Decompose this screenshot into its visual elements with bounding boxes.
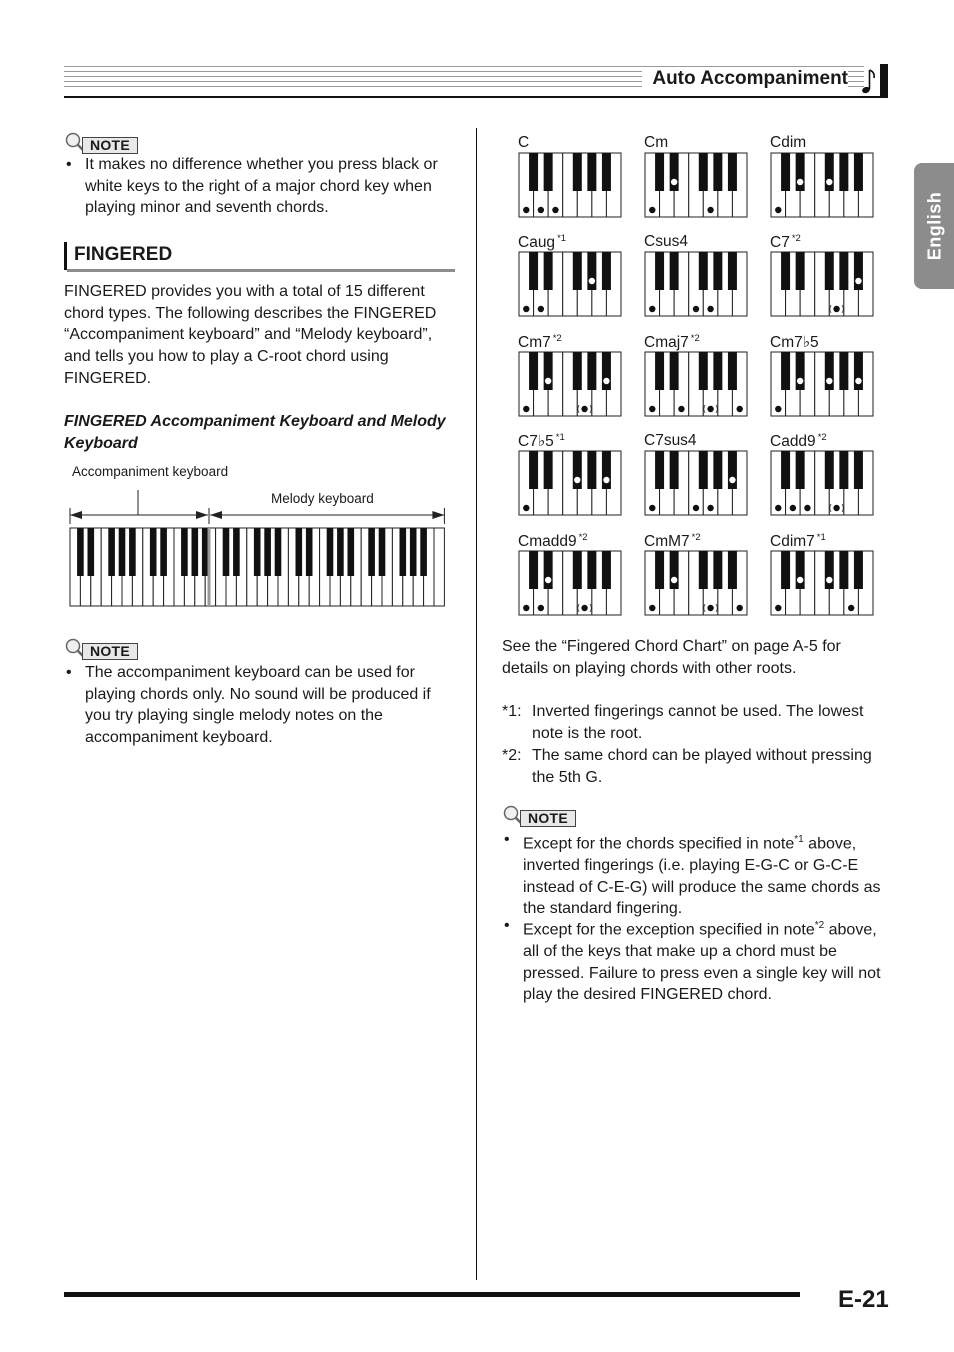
black-key (573, 352, 582, 390)
melody-keyboard-label: Melody keyboard (271, 491, 374, 506)
black-key (544, 551, 553, 589)
chord-name: Csus4 (644, 233, 688, 250)
pressed-key-dot (790, 505, 796, 511)
black-key (854, 451, 863, 489)
black-key (796, 551, 805, 589)
black-key (529, 451, 538, 489)
note-badge: NOTE (64, 131, 140, 155)
pressed-key-dot (855, 278, 861, 284)
pressed-key-dot (826, 378, 832, 384)
black-key (264, 528, 271, 576)
black-key (306, 528, 313, 576)
black-key (655, 352, 664, 390)
chord-keyboard (518, 550, 622, 616)
optional-key-dot (833, 306, 839, 312)
black-key (587, 153, 596, 191)
black-key (670, 451, 679, 489)
pressed-key-dot (523, 306, 529, 312)
pressed-key-dot (775, 505, 781, 511)
black-key (573, 451, 582, 489)
chord-keyboard (518, 152, 622, 218)
optional-key-dot (581, 406, 587, 412)
chord-keyboard (770, 450, 874, 516)
black-key (728, 451, 737, 489)
black-key (728, 252, 737, 290)
black-key (275, 528, 282, 576)
chord-name: C7♭5 $^{*1}$ (518, 432, 565, 450)
black-key (573, 551, 582, 589)
optional-key-dot (833, 505, 839, 511)
pressed-key-dot (649, 306, 655, 312)
black-key (728, 352, 737, 390)
pressed-key-dot (797, 179, 803, 185)
pressed-key-dot (538, 306, 544, 312)
black-key (839, 451, 848, 489)
black-key (781, 153, 790, 191)
pressed-key-dot (538, 605, 544, 611)
black-key (160, 528, 167, 576)
column-divider (476, 128, 477, 1280)
pressed-key-dot (603, 477, 609, 483)
chord-keyboard (770, 351, 874, 417)
pressed-key-dot (523, 505, 529, 511)
chord-keyboard (644, 251, 748, 317)
black-key (602, 153, 611, 191)
black-key (825, 252, 834, 290)
black-key (781, 451, 790, 489)
black-key (713, 451, 722, 489)
black-key (854, 551, 863, 589)
chord-name: Cadd9 $^{*2}$ (770, 432, 827, 450)
black-key (544, 153, 553, 191)
black-key (544, 252, 553, 290)
black-key (368, 528, 375, 576)
black-key (670, 153, 679, 191)
chord-name: Cm7 $^{*2}$ (518, 333, 562, 351)
pressed-key-dot (848, 605, 854, 611)
black-key (587, 551, 596, 589)
note-bullet: • The accompaniment keyboard can be used for playing chords only. No sound will be produced if you try playing single melody notes on the accompaniment keyboard. (66, 664, 431, 747)
black-key (587, 252, 596, 290)
pressed-key-dot (737, 605, 743, 611)
black-key (713, 352, 722, 390)
optional-key-dot (707, 406, 713, 412)
pressed-key-dot (649, 605, 655, 611)
pressed-key-dot (545, 577, 551, 583)
black-key (296, 528, 303, 576)
header-title: Auto Accompaniment (642, 68, 848, 90)
black-key (655, 451, 664, 489)
black-key (728, 153, 737, 191)
pressed-key-dot (826, 179, 832, 185)
black-key (839, 252, 848, 290)
footnote-2: *2: The same chord can be played without pressing the 5th G. (502, 747, 872, 786)
black-key (854, 252, 863, 290)
black-key (796, 153, 805, 191)
chord-keyboard (518, 351, 622, 417)
black-key (825, 551, 834, 589)
black-key (587, 451, 596, 489)
black-key (529, 252, 538, 290)
black-key (544, 451, 553, 489)
black-key (150, 528, 157, 576)
black-key (825, 352, 834, 390)
black-key (796, 252, 805, 290)
pressed-key-dot (523, 605, 529, 611)
note-badge: NOTE (64, 637, 140, 661)
black-key (699, 352, 708, 390)
chord-keyboard (644, 550, 748, 616)
black-key (713, 153, 722, 191)
chord-name: Cmadd9 $^{*2}$ (518, 532, 588, 550)
black-key (108, 528, 115, 576)
chord-name: CmM7 $^{*2}$ (644, 532, 701, 550)
intro-paragraph: FINGERED provides you with a total of 15 different chord types. The following describes the FINGERED “Accompaniment keyboard” and “Melody keyboard”, and tells you how to play a C-root chord using FINGERED. (64, 283, 437, 387)
black-key (655, 551, 664, 589)
black-key (854, 352, 863, 390)
pressed-key-dot (649, 207, 655, 213)
black-key (529, 153, 538, 191)
language-tab (914, 163, 954, 289)
black-key (88, 528, 95, 576)
black-key (77, 528, 84, 576)
chord-name: Cm (644, 134, 669, 151)
black-key (192, 528, 199, 576)
pressed-key-dot (589, 278, 595, 284)
pressed-key-dot (707, 207, 713, 213)
chord-name: Cm7♭5 (770, 334, 819, 351)
optional-key-dot (707, 605, 713, 611)
note-bullet: • Except for the exception specified in note$^{*2}$ above, all of the keys that make up a chord must be pressed. Failure to press even a single key will not play the desired FINGERED chord. (504, 917, 881, 1004)
chord-keyboard (770, 251, 874, 317)
note-bullet: • It makes no difference whether you press black or white keys to the right of a major chord key when playing minor and seventh chords. (66, 156, 438, 217)
pressed-key-dot (826, 577, 832, 583)
black-key (223, 528, 230, 576)
chord-keyboard (770, 152, 874, 218)
black-key (839, 153, 848, 191)
footnote-1: *1: Inverted fingerings cannot be used. The lowest note is the root. (502, 703, 864, 742)
chord-keyboard (644, 351, 748, 417)
black-key (129, 528, 136, 576)
chord-name: C7 $^{*2}$ (770, 233, 801, 251)
black-key (602, 451, 611, 489)
chord-name: Caug $^{*1}$ (518, 233, 567, 251)
pressed-key-dot (855, 378, 861, 384)
accomp-keyboard-label: Accompaniment keyboard (72, 464, 229, 479)
black-key (655, 153, 664, 191)
black-key (713, 551, 722, 589)
black-key (699, 252, 708, 290)
black-key (420, 528, 427, 576)
pressed-key-dot (775, 207, 781, 213)
black-key (233, 528, 240, 576)
pressed-key-dot (804, 505, 810, 511)
black-key (602, 551, 611, 589)
pressed-key-dot (603, 378, 609, 384)
black-key (670, 551, 679, 589)
black-key (728, 551, 737, 589)
chord-keyboard (644, 450, 748, 516)
pressed-key-dot (649, 505, 655, 511)
section-heading: FINGERED (64, 242, 455, 270)
header-bar (880, 64, 888, 98)
chord-keyboard (770, 550, 874, 616)
pressed-key-dot (678, 406, 684, 412)
black-key (839, 551, 848, 589)
pressed-key-dot (797, 577, 803, 583)
pressed-key-dot (552, 207, 558, 213)
black-key (529, 352, 538, 390)
keyboard-diagram (64, 488, 448, 612)
black-key (781, 551, 790, 589)
chord-name: Cmaj7 $^{*2}$ (644, 333, 700, 351)
pressed-key-dot (775, 605, 781, 611)
black-key (181, 528, 188, 576)
black-key (713, 252, 722, 290)
black-key (337, 528, 344, 576)
black-key (327, 528, 334, 576)
chord-name: C (518, 134, 530, 151)
black-key (348, 528, 355, 576)
black-key (400, 528, 407, 576)
chord-name: Cdim7 $^{*1}$ (770, 532, 826, 550)
chord-name: Cdim (770, 134, 807, 151)
pressed-key-dot (538, 207, 544, 213)
black-key (781, 352, 790, 390)
pressed-key-dot (693, 306, 699, 312)
black-key (573, 153, 582, 191)
black-key (573, 252, 582, 290)
pressed-key-dot (649, 406, 655, 412)
chord-keyboard (518, 450, 622, 516)
black-key (379, 528, 386, 576)
pressed-key-dot (775, 406, 781, 412)
subheading: FINGERED Accompaniment Keyboard and Melody Keyboard (64, 413, 446, 452)
pressed-key-dot (729, 477, 735, 483)
black-key (670, 252, 679, 290)
black-key (699, 551, 708, 589)
pressed-key-dot (707, 306, 713, 312)
pressed-key-dot (671, 577, 677, 583)
pressed-key-dot (693, 505, 699, 511)
see-chart-text: See the “Fingered Chord Chart” on page A-5 for details on playing chords with other roots. (502, 638, 841, 677)
page-number: E-21 (838, 1286, 889, 1313)
black-key (699, 451, 708, 489)
chord-keyboard (518, 251, 622, 317)
pressed-key-dot (545, 378, 551, 384)
black-key (410, 528, 417, 576)
black-key (254, 528, 261, 576)
pressed-key-dot (737, 406, 743, 412)
optional-key-dot (581, 605, 587, 611)
white-key (434, 528, 444, 606)
black-key (587, 352, 596, 390)
black-key (699, 153, 708, 191)
black-key (670, 352, 679, 390)
pressed-key-dot (797, 378, 803, 384)
music-note-icon (858, 66, 880, 96)
pressed-key-dot (671, 179, 677, 185)
chord-name: C7sus4 (644, 432, 697, 449)
pressed-key-dot (523, 207, 529, 213)
black-key (854, 153, 863, 191)
footer-rule (64, 1292, 800, 1297)
chord-keyboard (644, 152, 748, 218)
note-bullet: • Except for the chords specified in note$^{*1}$ above, inverted fingerings (i.e. playing E-G-C or G-C-E instead of C-E-G) will produce the same chords as the standard fingering. (504, 831, 881, 918)
black-key (119, 528, 126, 576)
black-key (825, 451, 834, 489)
pressed-key-dot (574, 477, 580, 483)
black-key (655, 252, 664, 290)
pressed-key-dot (523, 406, 529, 412)
black-key (529, 551, 538, 589)
pressed-key-dot (707, 505, 713, 511)
black-key (825, 153, 834, 191)
note-badge: NOTE (502, 804, 578, 828)
language-tab-label: English (924, 191, 945, 261)
black-key (544, 352, 553, 390)
black-key (796, 352, 805, 390)
black-key (602, 252, 611, 290)
black-key (781, 252, 790, 290)
black-key (796, 451, 805, 489)
black-key (602, 352, 611, 390)
black-key (839, 352, 848, 390)
